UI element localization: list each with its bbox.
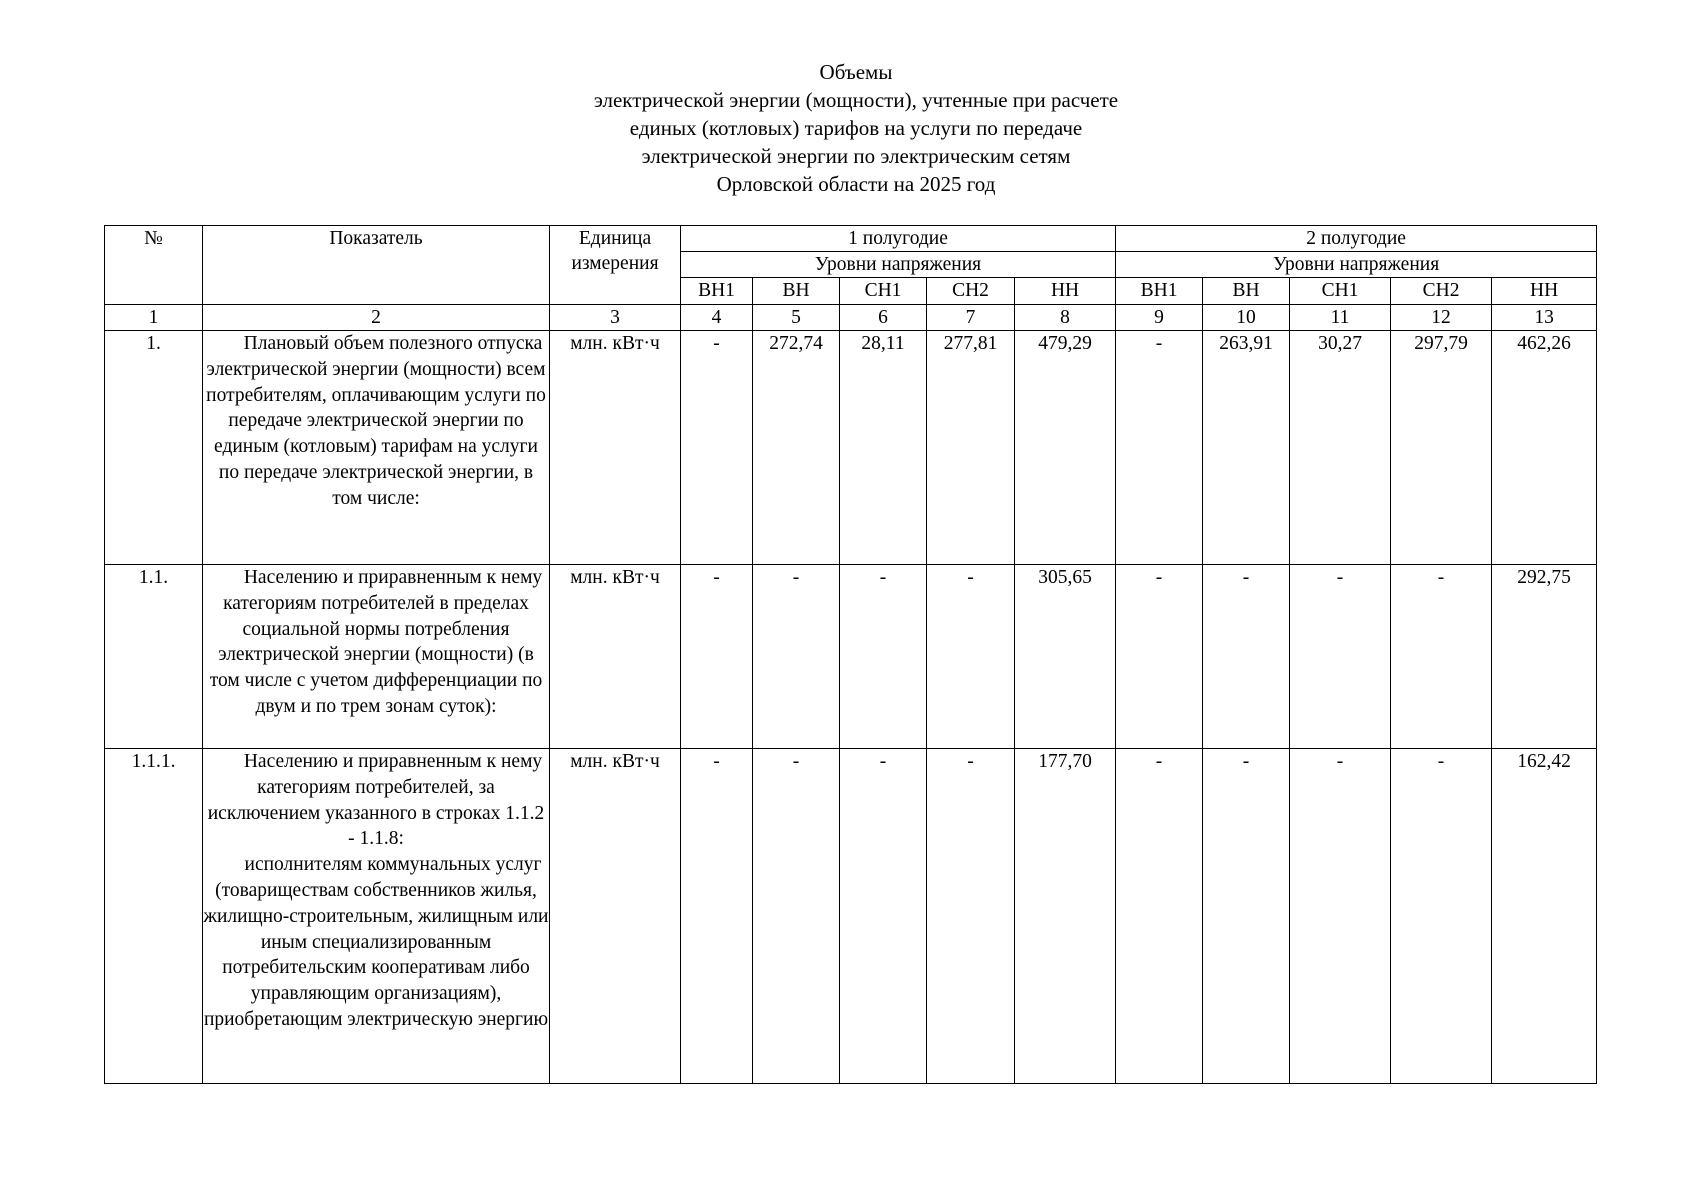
indicator-paragraph: Населению и приравненным к нему категориям потребителей, за исключением указанного в строках 1.1.2 - 1.1.8: xyxy=(207,751,545,850)
value-cell: - xyxy=(1116,331,1203,565)
value-cell: 479,29 xyxy=(1015,331,1116,565)
value-cell: 292,75 xyxy=(1492,565,1597,749)
value-cell: - xyxy=(1116,749,1203,1084)
title-line: Орловской области на 2025 год xyxy=(716,172,996,196)
column-index: 5 xyxy=(753,305,840,331)
level-h1: СН2 xyxy=(927,278,1015,305)
column-index: 7 xyxy=(927,305,1015,331)
indicator-paragraph: Населению и приравненным к нему категориям потребителей в пределах социальной нормы потребления электрической энергии (мощности) (в том числе с учетом дифференциации по двум и по трем зонам суток): xyxy=(209,567,543,717)
value-cell: 177,70 xyxy=(1015,749,1116,1084)
value-cell: - xyxy=(753,565,840,749)
title-line: Объемы xyxy=(819,60,893,84)
row-unit: млн. кВт·ч xyxy=(550,331,681,565)
header-half1: 1 полугодие xyxy=(681,226,1116,252)
value-cell: - xyxy=(1290,565,1391,749)
title-line: единых (котловых) тарифов на услуги по передаче xyxy=(629,116,1083,140)
column-index: 1 xyxy=(105,305,203,331)
value-cell: 462,26 xyxy=(1492,331,1597,565)
column-index: 8 xyxy=(1015,305,1116,331)
value-cell: - xyxy=(1290,749,1391,1084)
column-index: 6 xyxy=(840,305,927,331)
header-unit: Единица измерения xyxy=(550,226,681,305)
row-number: 1.1. xyxy=(105,565,203,749)
row-unit: млн. кВт·ч xyxy=(550,565,681,749)
level-h2: НН xyxy=(1492,278,1597,305)
header-num: № xyxy=(105,226,203,305)
row-indicator xyxy=(203,749,550,1084)
value-cell: 297,79 xyxy=(1391,331,1492,565)
column-index: 4 xyxy=(681,305,753,331)
level-h2: СН2 xyxy=(1391,278,1492,305)
level-h1: СН1 xyxy=(840,278,927,305)
level-h2: ВН1 xyxy=(1116,278,1203,305)
value-cell: 162,42 xyxy=(1492,749,1597,1084)
header-voltage-levels-h2: Уровни напряжения xyxy=(1116,252,1597,278)
volumes-table xyxy=(104,225,1597,1084)
level-h2: СН1 xyxy=(1290,278,1391,305)
indicator-paragraph: Плановый объем полезного отпуска электрической энергии (мощности) всем потребителям, оплачивающим услуги по передаче электрической энергии по единым (котловым) тарифам на услуги по передаче электрической энергии, в том числе: xyxy=(206,333,546,509)
value-cell: 30,27 xyxy=(1290,331,1391,565)
value-cell: - xyxy=(1391,749,1492,1084)
document-title xyxy=(0,58,1697,198)
header-half2: 2 полугодие xyxy=(1116,226,1597,252)
row-indicator xyxy=(203,565,550,749)
value-cell: - xyxy=(927,749,1015,1084)
column-index-row xyxy=(105,305,1597,331)
value-cell: - xyxy=(927,565,1015,749)
header-row xyxy=(105,226,1597,252)
value-cell: - xyxy=(753,749,840,1084)
title-line: электрической энергии по электрическим сетям xyxy=(641,144,1071,168)
table-row xyxy=(105,749,1597,1084)
value-cell: - xyxy=(1391,565,1492,749)
column-index: 2 xyxy=(203,305,550,331)
value-cell: 305,65 xyxy=(1015,565,1116,749)
header-voltage-levels-h1: Уровни напряжения xyxy=(681,252,1116,278)
column-index: 3 xyxy=(550,305,681,331)
column-index: 13 xyxy=(1492,305,1597,331)
value-cell: 277,81 xyxy=(927,331,1015,565)
table-row xyxy=(105,331,1597,565)
row-indicator xyxy=(203,331,550,565)
level-h1: ВН xyxy=(753,278,840,305)
indicator-paragraph: исполнителям коммунальных услуг (товариществам собственников жилья, жилищно-строительным, жилищным или иным специализированным потребительским кооперативам либо управляющим организациям), приобретающим электрическую энергию xyxy=(203,854,549,1030)
column-index: 10 xyxy=(1203,305,1290,331)
value-cell: 263,91 xyxy=(1203,331,1290,565)
value-cell: - xyxy=(1116,565,1203,749)
row-number: 1. xyxy=(105,331,203,565)
column-index: 9 xyxy=(1116,305,1203,331)
value-cell: - xyxy=(681,331,753,565)
value-cell: - xyxy=(840,565,927,749)
value-cell: - xyxy=(681,565,753,749)
column-index: 11 xyxy=(1290,305,1391,331)
column-index: 12 xyxy=(1391,305,1492,331)
title-line: электрической энергии (мощности), учтенные при расчете xyxy=(593,88,1119,112)
value-cell: - xyxy=(1203,565,1290,749)
row-number: 1.1.1. xyxy=(105,749,203,1084)
value-cell: - xyxy=(840,749,927,1084)
header-indicator: Показатель xyxy=(203,226,550,305)
row-unit: млн. кВт·ч xyxy=(550,749,681,1084)
level-h1: НН xyxy=(1015,278,1116,305)
level-h2: ВН xyxy=(1203,278,1290,305)
value-cell: - xyxy=(1203,749,1290,1084)
value-cell: 28,11 xyxy=(840,331,927,565)
table-row xyxy=(105,565,1597,749)
value-cell: - xyxy=(681,749,753,1084)
level-h1: ВН1 xyxy=(681,278,753,305)
value-cell: 272,74 xyxy=(753,331,840,565)
